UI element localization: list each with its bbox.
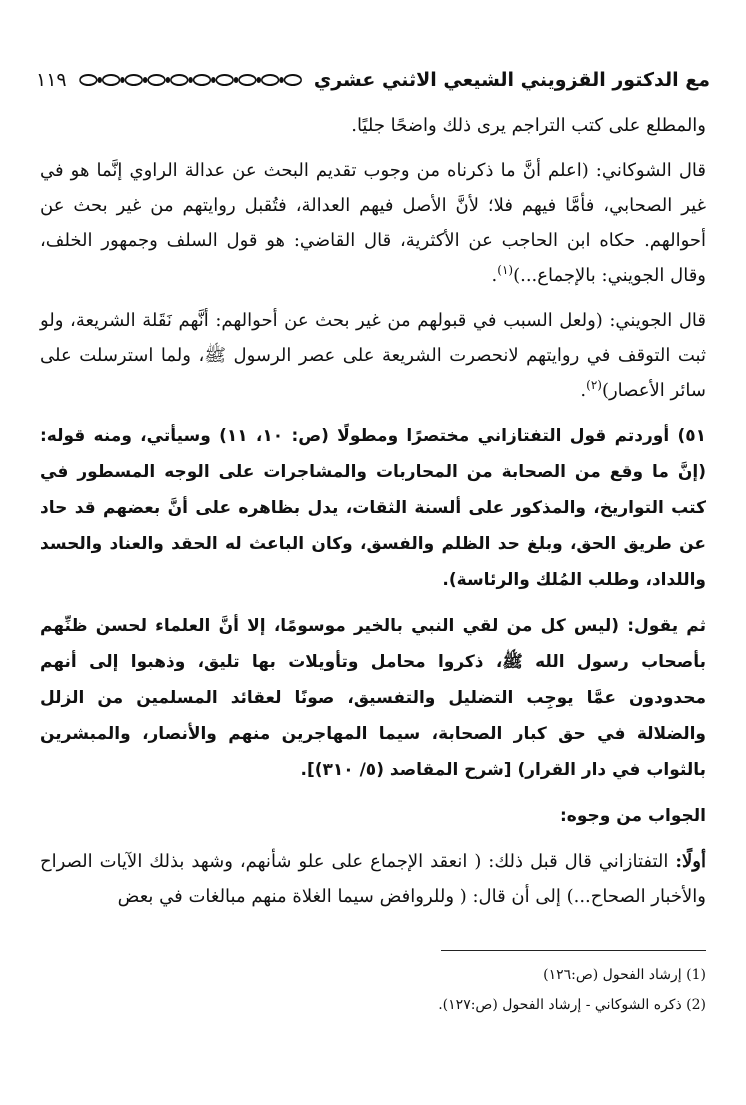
page-number: ١١٩	[36, 69, 67, 91]
paragraph-text: ثم يقول: (ليس كل من لقي النبي بالخير موسومًا، إلا أنَّ العلماء لحسن ظنِّهم بأصحاب رسول الله ﷺ، ذكروا محامل وتأويلات بها تليق، وذهبوا إلى أنهم محدودون عمَّا يوجِب التضليل والتفسيق، صونًا لعقائد المسلمين من الزلل والضلالة في حق كبار الصحابة، سيما المهاجرين منهم والأنصار، والمبشرين بالثواب في دار القرار) [شرح المقاصد (٥/ ٣١٠)].	[40, 616, 706, 780]
paragraph-answer-heading	[40, 798, 706, 834]
paragraph-point-51	[40, 418, 706, 598]
running-header	[36, 62, 710, 98]
paragraph-text: قال الشوكاني: (اعلم أنَّ ما ذكرناه من وجوب تقديم البحث عن عدالة الراوي إنَّما هو في غير الصحابي، فأمَّا فيهم فلا؛ لأنَّ الأصل فيهم العدالة، فتُقبل روايتهم من غير بحث عن أحوالهم. حكاه ابن الحاجب عن الأكثرية، قال القاضي: هو قول السلف وجمهور الخلف، وقال الجويني: بالإجماع...)	[40, 160, 707, 286]
footnote-ref-1[interactable]: (١)	[497, 263, 514, 277]
page-body	[40, 108, 706, 924]
paragraph-shawkani-quote: قال الشوكاني: (اعلم أنَّ ما ذكرناه من وجوب تقديم البحث عن عدالة الراوي إنَّما هو في غير الصحابي، فأمَّا فيهم فلا؛ لأنَّ الأصل فيهم العدالة، فتُقبل روايتهم من غير بحث عن أحوالهم. حكاه ابن الحاجب عن الأكثرية، قال القاضي: هو قول السلف وجمهور الخلف، وقال الجويني: بالإجماع...)$^{(١)}$.	[40, 160, 707, 286]
paragraph-text: التفتازاني قال قبل ذلك: ( انعقد الإجماع على علو شأنهم، وشهد بذلك الآيات الصراح والأخبار الصحاح...) إلى أن قال: ( وللروافض سيما الغلاة منهم مبالغات في بعض	[40, 851, 706, 907]
paragraph-intro	[40, 108, 706, 143]
paragraph-text: الجواب من وجوه:	[559, 806, 706, 826]
paragraph-taftazani-continued	[40, 608, 706, 788]
footnote-ref-2[interactable]: (٢)	[586, 378, 602, 392]
paragraph-text: قال الجويني: (ولعل السبب في قبولهم من غير بحث عن أحوالهم: أنَّهم نَقَلة الشريعة، ولو ثبت التوقف في روايتهم لانحصرت الشريعة على عصر الرسول ﷺ، ولما استرسلت على سائر الأعصار)	[40, 310, 706, 401]
footnote-2: (2) ذكره الشوكاني - إرشاد الفحول (ص:١٢٧).	[438, 997, 706, 1013]
paragraph-juwaini-quote: قال الجويني: (ولعل السبب في قبولهم من غير بحث عن أحوالهم: أنَّهم نَقَلة الشريعة، ولو ثبت التوقف في روايتهم لانحصرت الشريعة على عصر الرسول ﷺ، ولما استرسلت على سائر الأعصار)$^{(٢)}$.	[40, 310, 706, 401]
footnote-1: (1) إرشاد الفحول (ص:١٢٦)	[543, 967, 706, 983]
paragraph-first-point	[40, 844, 706, 914]
ornament-divider-icon	[77, 70, 304, 90]
paragraph-text: ٥١) أوردتم قول التفتازاني مختصرًا ومطولًا (ص: ١٠، ١١) وسيأتي، ومنه قوله: (إنَّ ما وقع من الصحابة من المحاربات والمشاجرات على الوجه المسطور في كتب التواريخ، والمذكور على ألسنة الثقات، يدل بظاهره على أنَّ بعضهم قد حاد عن طريق الحق، وبلغ حد الظلم والفسق، وكان الباعث له الحقد والعناد والحسد واللداد، وطلب المُلك والرئاسة).	[40, 426, 707, 590]
paragraph-lead: أولًا:	[675, 851, 706, 872]
header-title: مع الدكتور القزويني الشيعي الاثني عشري	[313, 69, 710, 91]
footnotes	[40, 960, 706, 1020]
paragraph-text: والمطلع على كتب التراجم يرى ذلك واضحًا جليًا.	[351, 115, 706, 136]
footnote-divider	[441, 950, 706, 951]
